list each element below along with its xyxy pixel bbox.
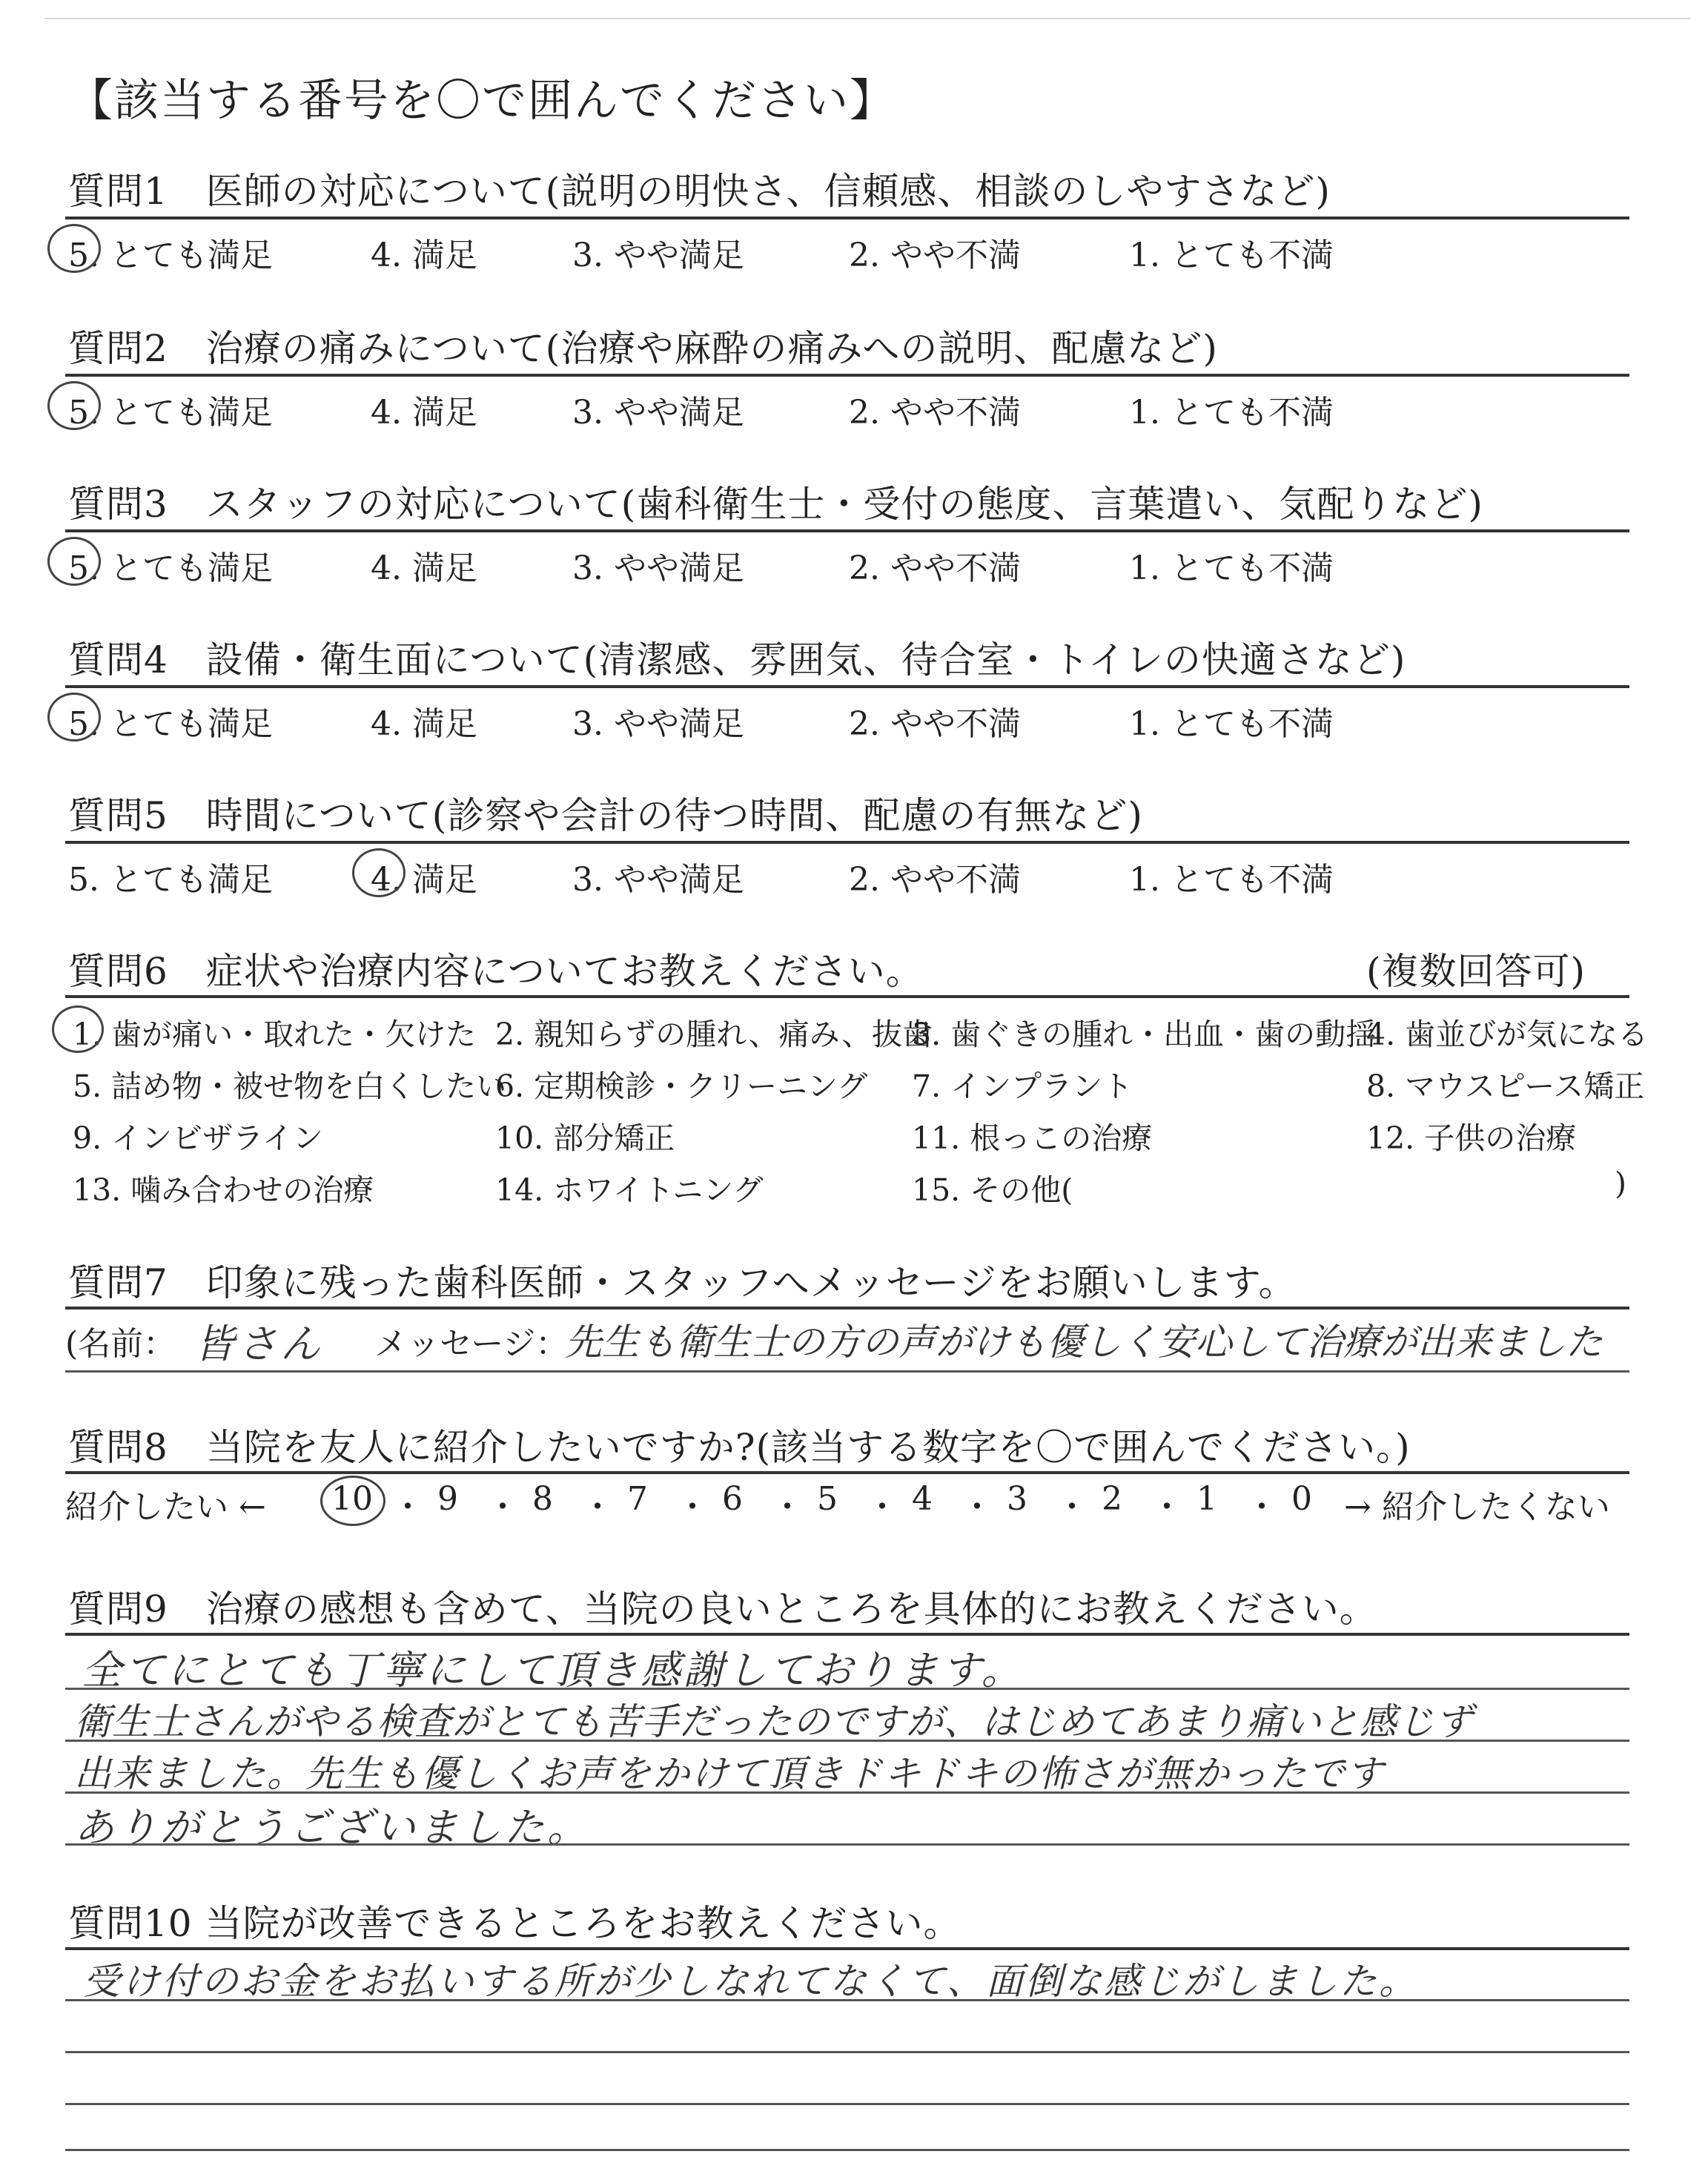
option-5[interactable]: 5. とても満足: [68, 705, 273, 743]
option-4[interactable]: 4. 満足: [371, 394, 477, 432]
divider: [65, 529, 1629, 532]
answer-line-1[interactable]: 受け付のお金をお払いする所が少しなれてなくて、面倒な感じがしました。: [83, 1960, 1418, 2003]
option-1[interactable]: 1. とても不満: [1129, 237, 1334, 274]
scale-6[interactable]: 6: [722, 1480, 743, 1518]
name-label: (名前：: [65, 1325, 176, 1363]
multiple-answer-note: (複数回答可): [1366, 950, 1586, 993]
scale-dot: ・: [486, 1488, 519, 1526]
symptom-option-14[interactable]: 14. ホワイトニング: [495, 1172, 764, 1208]
symptom-option-2[interactable]: 2. 親知らずの腫れ、痛み、抜歯: [495, 1017, 933, 1052]
writing-line: [65, 1740, 1629, 1742]
question-title: 質問4 設備・衛生面について(清潔感、雰囲気、待合室・トイレの快適さなど): [68, 638, 1406, 681]
not-recommend-label: → 紹介したくない: [1344, 1488, 1610, 1526]
option-1[interactable]: 1. とても不満: [1129, 394, 1334, 432]
divider: [65, 841, 1629, 844]
scale-dot: ・: [581, 1488, 614, 1526]
question-title: 質問2 治療の痛みについて(治療や麻酔の痛みへの説明、配慮など): [68, 327, 1218, 370]
answer-line-1[interactable]: 全てにとても丁寧にして頂き感謝しております。: [82, 1647, 1025, 1694]
writing-line: [65, 2149, 1629, 2151]
writing-line: [65, 2051, 1629, 2053]
symptom-option-3[interactable]: 3. 歯ぐきの腫れ・出血・歯の動揺: [912, 1017, 1377, 1052]
scale-0[interactable]: 0: [1291, 1480, 1312, 1518]
answer-line-3[interactable]: 出来ました。先生も優しくお声をかけて頂きドキドキの怖さが無かったです: [74, 1752, 1385, 1795]
symptom-option-4[interactable]: 4. 歯並びが気になる: [1366, 1017, 1649, 1052]
divider: [65, 995, 1629, 998]
writing-line: [65, 2103, 1629, 2105]
message-value[interactable]: 先生も衛生士の方の声がけも優しく安心して治療が出来ました: [565, 1321, 1603, 1364]
option-2[interactable]: 2. やや不満: [849, 237, 1021, 274]
scale-1[interactable]: 1: [1196, 1480, 1217, 1518]
question-title: 質問1 医師の対応について(説明の明快さ、信頼感、相談のしやすさなど): [68, 170, 1331, 213]
option-2[interactable]: 2. やや不満: [849, 394, 1021, 432]
selection-circle: [47, 693, 101, 742]
answer-line-2[interactable]: 衛生士さんがやる検査がとても苦手だったのですが、はじめてあまり痛いと感じず: [74, 1700, 1473, 1743]
selection-circle: [320, 1476, 385, 1526]
scale-10[interactable]: 10: [331, 1480, 373, 1518]
option-1[interactable]: 1. とても不満: [1129, 705, 1334, 743]
symptom-option-5[interactable]: 5. 詰め物・被せ物を白くしたい: [73, 1069, 507, 1104]
option-1[interactable]: 1. とても不満: [1129, 549, 1334, 587]
option-2[interactable]: 2. やや不満: [849, 549, 1021, 587]
symptom-option-10[interactable]: 10. 部分矯正: [495, 1120, 675, 1156]
message-label: メッセージ：: [374, 1325, 569, 1363]
scale-dot: ・: [961, 1488, 993, 1526]
symptom-option-7[interactable]: 7. インプラント: [912, 1069, 1133, 1104]
scale-dot: ・: [676, 1488, 709, 1526]
symptom-option-13[interactable]: 13. 噛み合わせの治療: [73, 1172, 374, 1208]
selection-circle: [352, 848, 406, 897]
symptom-option-12[interactable]: 12. 子供の治療: [1366, 1120, 1577, 1156]
option-3[interactable]: 3. やや満足: [572, 705, 744, 743]
question-title: 質問3 スタッフの対応について(歯科衛生士・受付の態度、言葉遣い、気配りなど): [68, 483, 1483, 526]
scale-4[interactable]: 4: [912, 1480, 933, 1518]
option-2[interactable]: 2. やや不満: [849, 705, 1021, 743]
scale-2[interactable]: 2: [1102, 1480, 1122, 1518]
scale-dot: ・: [1245, 1488, 1278, 1526]
selection-circle: [47, 224, 101, 273]
option-1[interactable]: 1. とても不満: [1129, 861, 1334, 899]
writing-line: [65, 1843, 1629, 1846]
question-title: 質問5 時間について(診察や会計の待つ時間、配慮の有無など): [68, 794, 1143, 837]
writing-line: [65, 1999, 1629, 2001]
option-4[interactable]: 4. 満足: [371, 705, 477, 743]
selection-circle: [47, 381, 101, 430]
option-4[interactable]: 4. 満足: [371, 549, 477, 587]
option-3[interactable]: 3. やや満足: [572, 394, 744, 432]
option-4[interactable]: 4. 満足: [371, 861, 477, 899]
selection-circle: [47, 537, 101, 586]
top-border: [44, 18, 1690, 19]
symptom-option-11[interactable]: 11. 根っこの治療: [912, 1120, 1153, 1156]
answer-line-4[interactable]: ありがとうございました。: [74, 1804, 590, 1851]
writing-line: [65, 1688, 1629, 1690]
recommend-label: 紹介したい ←: [65, 1488, 266, 1526]
divider: [65, 1471, 1629, 1474]
option-4[interactable]: 4. 満足: [371, 237, 477, 274]
scale-7[interactable]: 7: [627, 1480, 648, 1518]
selection-circle: [52, 1005, 104, 1053]
name-value[interactable]: 皆さん: [194, 1321, 323, 1367]
divider: [65, 1307, 1629, 1309]
question-title: 質問7 印象に残った歯科医師・スタッフへメッセージをお願いします。: [68, 1261, 1297, 1304]
symptom-option-9[interactable]: 9. インビザライン: [73, 1120, 323, 1156]
option-5[interactable]: 5. とても満足: [68, 861, 273, 899]
option-3[interactable]: 3. やや満足: [572, 861, 744, 899]
divider: [65, 374, 1629, 377]
symptom-option-8[interactable]: 8. マウスピース矯正: [1366, 1069, 1645, 1104]
scale-dot: ・: [391, 1488, 424, 1526]
symptom-option-15[interactable]: 15. その他(: [912, 1172, 1073, 1208]
option-3[interactable]: 3. やや満足: [572, 237, 744, 274]
writing-line: [65, 1791, 1629, 1794]
scale-dot: ・: [866, 1488, 898, 1526]
divider: [65, 1947, 1629, 1950]
option-3[interactable]: 3. やや満足: [572, 549, 744, 587]
scale-dot: ・: [1151, 1488, 1183, 1526]
writing-line: [65, 1370, 1629, 1373]
option-5[interactable]: 5. とても満足: [68, 237, 273, 274]
divider: [65, 685, 1629, 688]
question-title: 質問8 当院を友人に紹介したいですか?(該当する数字を〇で囲んでください。): [68, 1426, 1411, 1469]
option-2[interactable]: 2. やや不満: [849, 861, 1021, 899]
scale-9[interactable]: 9: [437, 1480, 458, 1518]
question-title: 質問10 当院が改善できるところをお教えください。: [68, 1902, 961, 1945]
option-5[interactable]: 5. とても満足: [68, 549, 273, 587]
symptom-option-1[interactable]: 1. 歯が痛い・取れた・欠けた: [73, 1017, 477, 1052]
other-close-paren: ): [1615, 1166, 1626, 1201]
divider: [65, 217, 1629, 219]
option-5[interactable]: 5. とても満足: [68, 394, 273, 432]
page-header: 【該当する番号を〇で囲んでください】: [68, 75, 896, 127]
scale-8[interactable]: 8: [532, 1480, 553, 1518]
symptom-option-6[interactable]: 6. 定期検診・クリーニング: [495, 1069, 868, 1104]
divider: [65, 1633, 1629, 1636]
scale-3[interactable]: 3: [1007, 1480, 1027, 1518]
scale-5[interactable]: 5: [817, 1480, 838, 1518]
question-title: 質問6 症状や治療内容についてお教えください。: [68, 950, 924, 993]
question-title: 質問9 治療の感想も含めて、当院の良いところを具体的にお教えください。: [68, 1588, 1377, 1631]
scale-dot: ・: [771, 1488, 804, 1526]
scale-dot: ・: [1056, 1488, 1088, 1526]
